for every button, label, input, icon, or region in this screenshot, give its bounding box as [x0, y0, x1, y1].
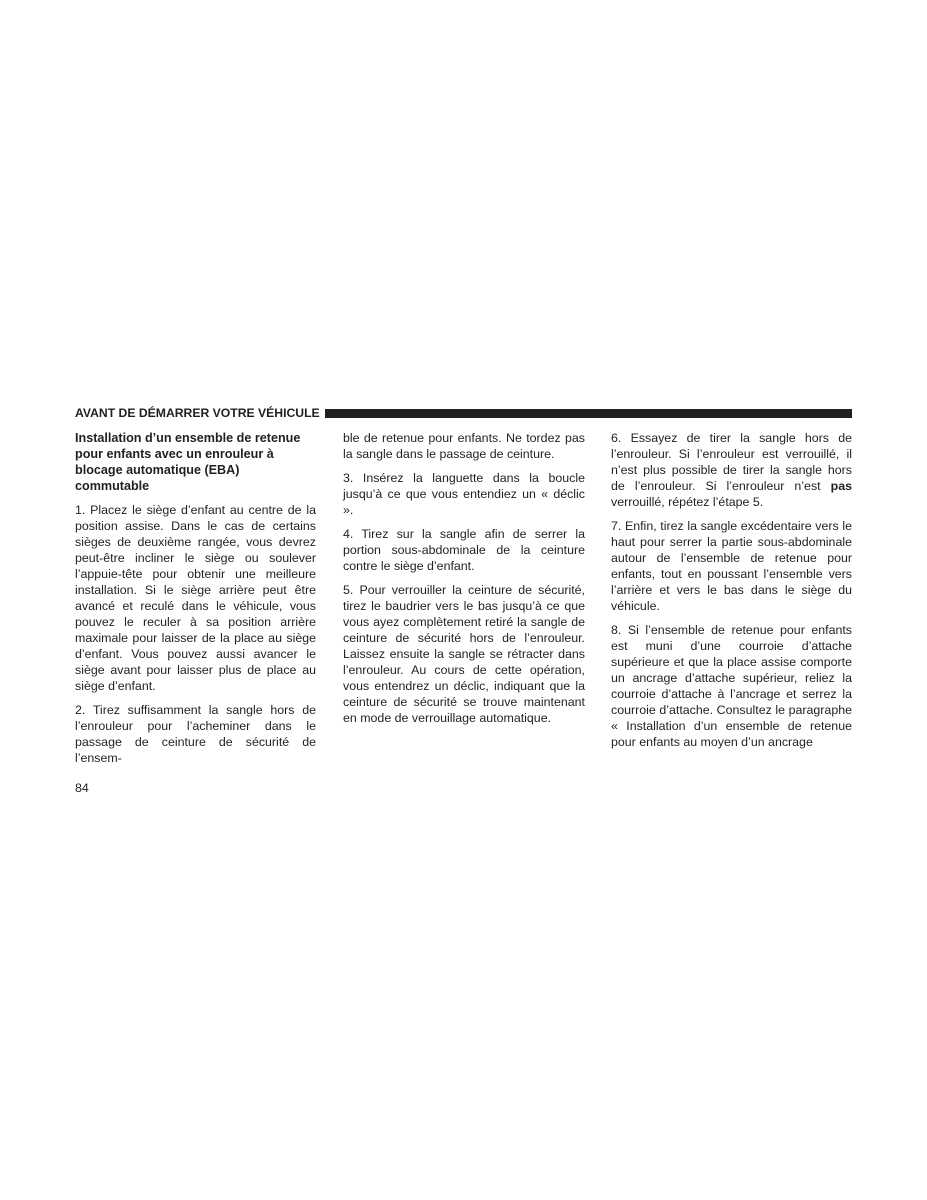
step-2-paragraph: 2. Tirez suffisamment la sangle hors de l’enrouleur pour l’acheminer dans le passage de ceinture de sécurité de l’ensem- [75, 703, 316, 765]
step-2-continued-paragraph: ble de retenue pour enfants. Ne tordez pas la sangle dans le passage de ceinture. [343, 431, 585, 461]
text-column-1 [75, 430, 316, 774]
step-1-paragraph: 1. Placez le siège d’enfant au centre de la position assise. Dans le cas de certains sièges de deuxième rangée, vous devrez peut-être incliner le siège ou soulever l’appuie-tête pour obtenir une meilleure installation. Si le siège arrière peut être avancé et reculé dans le véhicule, vous pouvez le reculer à sa position arrière maximale pour laisser de la place au siège d’enfant. Vous pouvez aussi avancer le siège avant pour laisser plus de place au siège d’enfant. [75, 503, 316, 693]
running-header-title: AVANT DE DÉMARRER VOTRE VÉHICULE [75, 406, 320, 420]
step-7-paragraph: 7. Enfin, tirez la sangle excédentaire vers le haut pour serrer la partie sous-abdominale autour de l’ensemble de retenue pour enfants, tout en poussant l’ensemble vers l’arrière et vers le bas dans le siège du véhicule. [611, 519, 852, 613]
text-column-3 [611, 430, 852, 758]
step-6-text-end: verrouillé, répétez l’étape 5. [611, 495, 764, 509]
step-4-paragraph: 4. Tirez sur la sangle afin de serrer la portion sous-abdominale de la ceinture contre le siège d’enfant. [343, 527, 585, 573]
running-header [75, 404, 852, 422]
step-3-paragraph: 3. Insérez la languette dans la boucle jusqu’à ce que vous entendiez un « déclic ». [343, 471, 585, 517]
page-number: 84 [75, 781, 89, 795]
section-title: Installation d’un ensemble de retenue pour enfants avec un enrouleur à blocage automatique (EBA) commutable [75, 431, 301, 493]
step-6-emphasis: pas [830, 479, 852, 493]
step-6-text-start: 6. Essayez de tirer la sangle hors de l’enrouleur. Si l’enrouleur est verrouillé, il n’est plus possible de tirer la sangle hors de l’enrouleur. Si l’enrouleur n’est [611, 431, 852, 493]
step-6-paragraph [611, 430, 852, 510]
text-column-2 [343, 430, 585, 734]
step-5-paragraph: 5. Pour verrouiller la ceinture de sécurité, tirez le baudrier vers le bas jusqu’à ce que vous ayez complètement retiré la sangle de ceinture de sécurité hors de l’enrouleur. Laissez ensuite la sangle se rétracter dans l’enrouleur. Au cours de cette opération, vous entendrez un déclic, indiquant que la ceinture de sécurité se trouve maintenant en mode de verrouillage automatique. [343, 583, 585, 725]
step-8-paragraph: 8. Si l’ensemble de retenue pour enfants est muni d’une courroie d’attache supérieure et que la place assise comporte un ancrage d’attache supérieur, reliez la courroie d’attache à l’ancrage et serrez la courroie d’attache. Consultez le paragraphe « Installation d’un ensemble de retenue pour enfants au moyen d’un ancrage [611, 623, 852, 749]
header-rule-bar [325, 409, 852, 418]
